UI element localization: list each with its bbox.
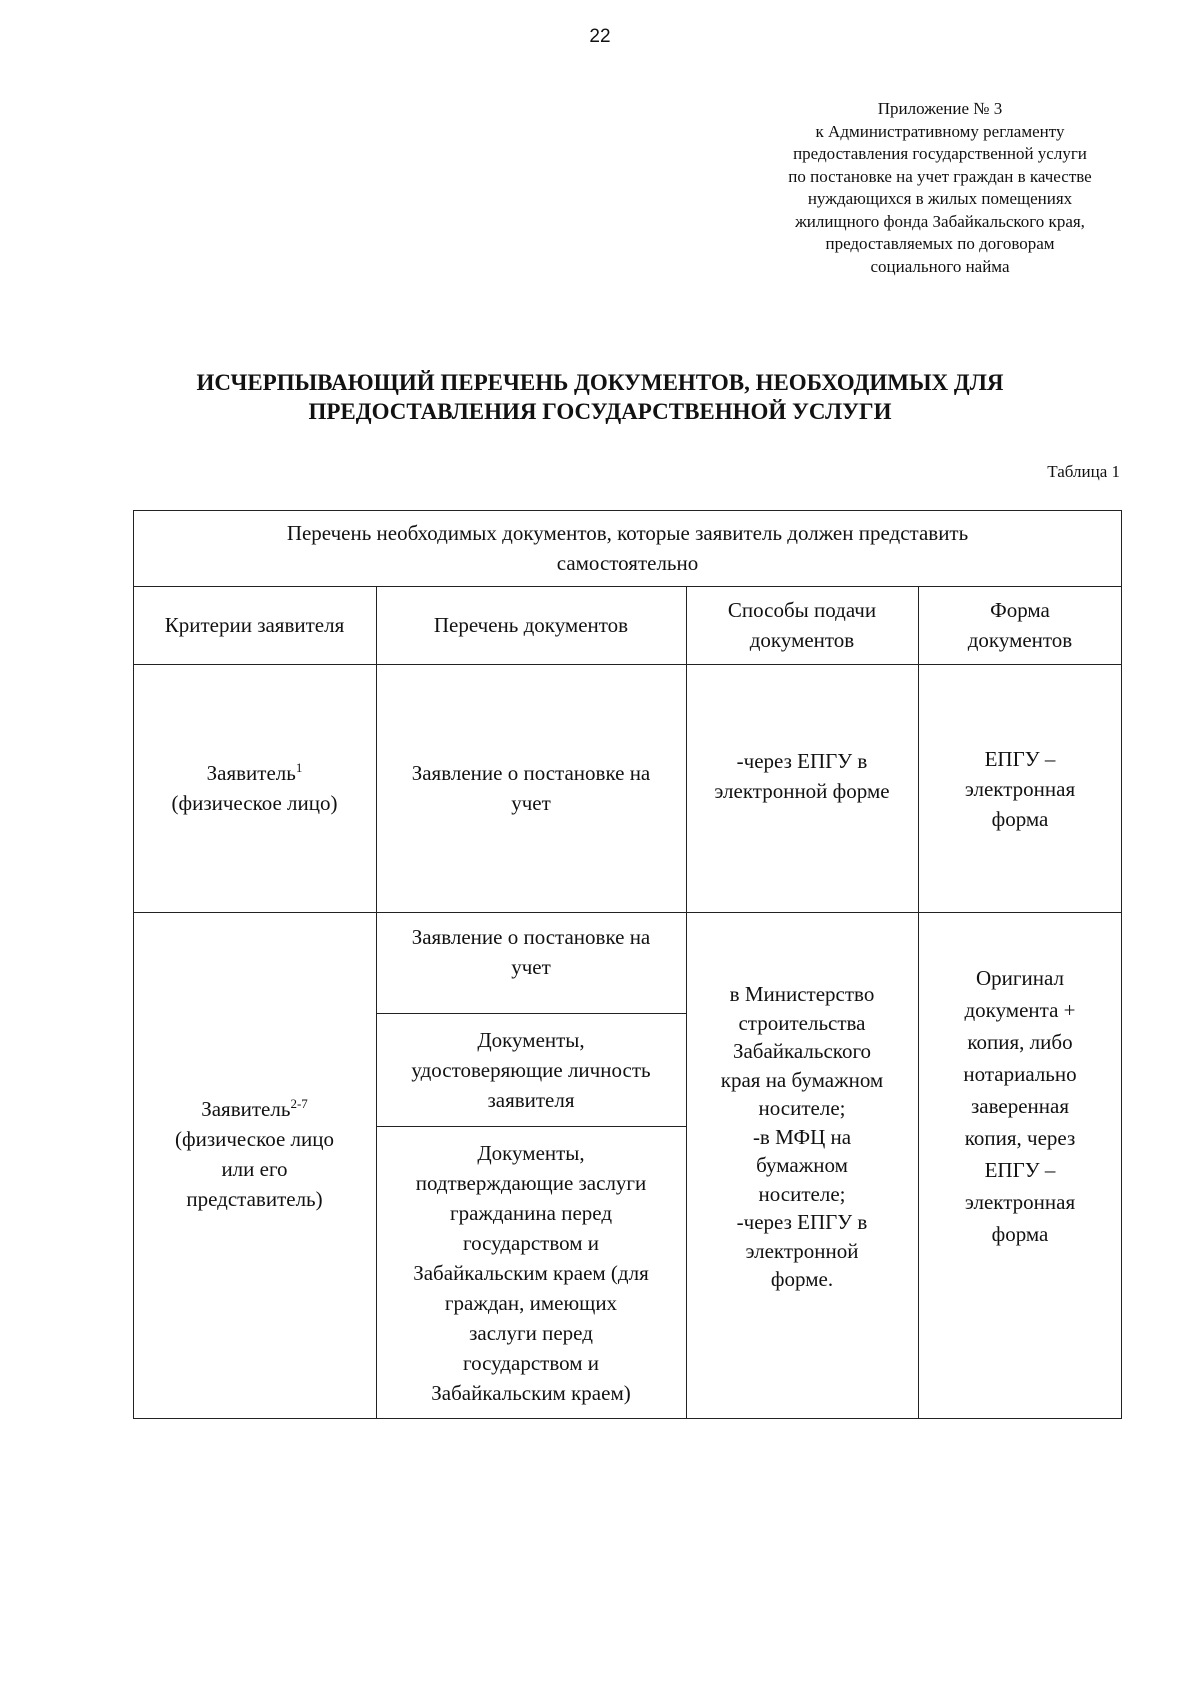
- header-methods: Способы подачи документов: [727, 598, 877, 652]
- appendix-header: [760, 98, 1120, 278]
- title-line-2: ПРЕДОСТАВЛЕНИЯ ГОСУДАРСТВЕННОЙ УСЛУГИ: [308, 399, 892, 424]
- header-form: Форма документов: [967, 598, 1073, 652]
- row2-form: Оригинал документа + копия, либо нотариально заверенная копия, через ЕПГУ – электронная форма: [963, 966, 1077, 1246]
- appendix-line: нуждающихся в жилых помещениях: [807, 189, 1073, 208]
- appendix-line: социального найма: [870, 256, 1010, 276]
- row1-methods: -через ЕПГУ в электронной форме: [714, 749, 890, 803]
- caption-line: Перечень необходимых документов, которые заявитель должен представить: [286, 521, 969, 545]
- appendix-line: жилищного фонда Забайкальского края,: [795, 211, 1085, 231]
- row1-criteria: Заявитель$^1$ (физическое лицо): [171, 760, 338, 815]
- header-criteria: Критерии заявителя: [164, 613, 345, 637]
- footnote-ref: 2-7: [290, 1096, 308, 1111]
- caption-line: самостоятельно: [556, 551, 699, 575]
- row2-methods: в Министерство строительства Забайкальского края на бумажном носителе; -в МФЦ на бумажном носителе; -через ЕПГУ в электронной форме.: [720, 982, 884, 1291]
- appendix-line: Приложение № 3: [877, 99, 1003, 118]
- row2-document-identity: Документы, удостоверяющие личность заявителя: [411, 1027, 651, 1112]
- row2-document-application: Заявление о постановке на учет: [411, 925, 651, 979]
- appendix-line: к Административному регламенту: [815, 121, 1065, 141]
- row1-documents: Заявление о постановке на учет: [411, 761, 651, 815]
- table-label: Таблица 1: [1047, 462, 1120, 481]
- appendix-line: предоставляемых по договорам: [825, 234, 1055, 253]
- footnote-ref: 1: [295, 760, 303, 775]
- row2-document-merits: Документы, подтверждающие заслуги гражданина перед государством и Забайкальским краем (для граждан, имеющих заслуги перед государством и Забайкальским краем): [413, 1140, 649, 1405]
- title-line-1: ИСЧЕРПЫВАЮЩИЙ ПЕРЕЧЕНЬ ДОКУМЕНТОВ, НЕОБХОДИМЫХ ДЛЯ: [196, 370, 1004, 395]
- appendix-line: предоставления государственной услуги: [793, 144, 1087, 163]
- page-number: 22: [589, 26, 611, 47]
- row2-criteria: Заявитель$^{2-7}$ (физическое лицо или его представитель): [174, 1096, 335, 1211]
- row1-form: ЕПГУ – электронная форма: [964, 747, 1076, 831]
- document-title: [150, 368, 1050, 426]
- header-documents: Перечень документов: [433, 613, 629, 637]
- appendix-line: по постановке на учет граждан в качестве: [788, 166, 1092, 186]
- table-caption: [133, 510, 1122, 586]
